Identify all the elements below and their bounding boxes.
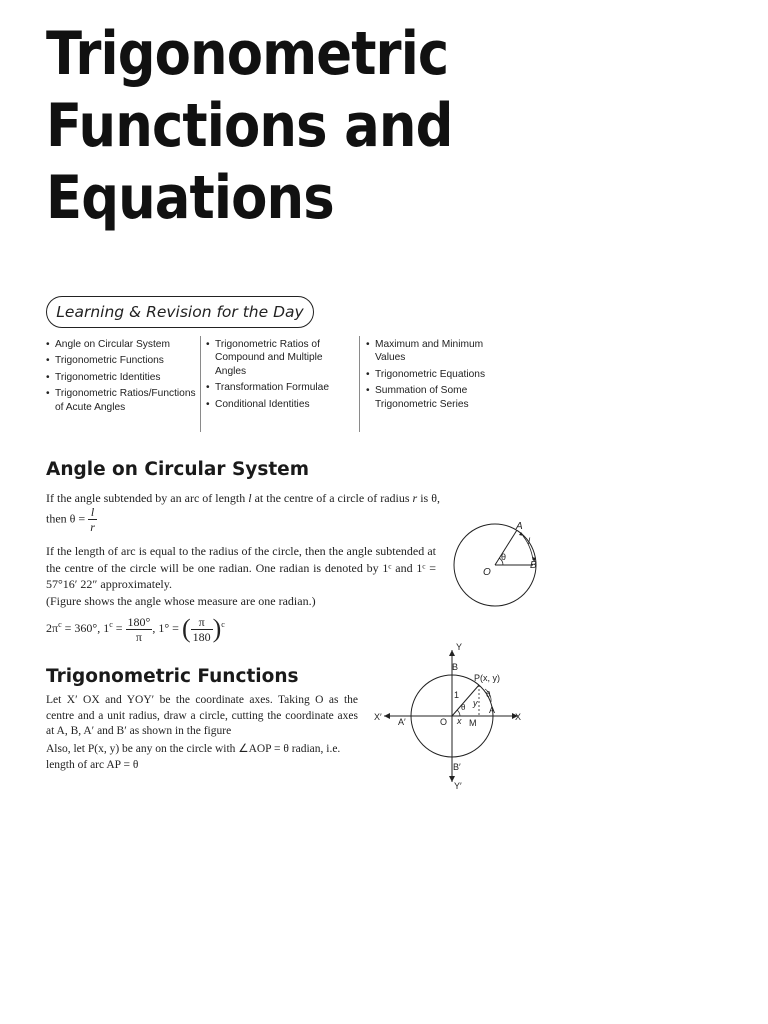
label-x-prime: X′	[374, 712, 382, 722]
label-p: P(x, y)	[474, 673, 500, 683]
right-paren: )	[212, 614, 222, 643]
topic-item: • Transformation Formulae	[206, 381, 354, 394]
topic-item: • Trigonometric Functions	[46, 354, 196, 367]
fraction	[126, 615, 153, 644]
radian-degree-formula	[46, 614, 225, 652]
label-a: A	[516, 521, 523, 532]
one-radian-figure	[446, 518, 546, 612]
arrow-up-icon	[449, 650, 455, 656]
left-paren: (	[181, 614, 191, 643]
chapter-title	[46, 18, 453, 233]
chapter-title-line: Trigonometric	[46, 19, 449, 89]
label-o: O	[440, 717, 448, 727]
label-theta: θ	[461, 703, 466, 712]
arrow-left-icon	[384, 713, 390, 719]
topic-item: • Summation of Some Trigonometric Series	[366, 384, 500, 411]
text-run: =	[112, 620, 126, 635]
theta-equals-l-over-r	[46, 505, 166, 534]
fraction-denominator: 180	[192, 629, 211, 644]
fraction	[88, 505, 97, 534]
label-o: O	[483, 567, 491, 578]
section-heading-trig-functions: Trigonometric Functions	[46, 666, 299, 687]
fraction-numerator: 180°	[127, 614, 151, 629]
label-y: Y	[456, 642, 463, 652]
text-run: c	[221, 619, 225, 629]
topic-item: • Angle on Circular System	[46, 338, 196, 351]
label-theta: θ	[501, 552, 507, 562]
label-a: A	[489, 705, 496, 715]
topic-item: • Trigonometric Ratios of Compound and Multiple Angles	[206, 338, 354, 378]
label-b: B	[452, 662, 459, 672]
topic-item: • Maximum and Minimum Values	[366, 338, 500, 365]
topic-list-column-3	[366, 338, 500, 414]
text-run: l	[248, 491, 252, 505]
fraction-denominator: r	[90, 520, 95, 534]
label-a-prime: A′	[398, 717, 406, 727]
fraction-denominator: π	[135, 629, 142, 644]
column-divider	[200, 336, 201, 432]
label-y-prime: Y′	[454, 781, 462, 791]
label-b-prime: B′	[453, 762, 461, 772]
unit-circle-figure	[372, 642, 528, 792]
topic-item: • Trigonometric Ratios/Functions of Acute Angles	[46, 387, 196, 414]
text-run: at the centre of a circle of radius	[251, 491, 413, 505]
label-l: l	[528, 536, 530, 546]
text-run: r	[412, 491, 418, 505]
section-heading-angle-circular: Angle on Circular System	[46, 459, 310, 480]
fraction-numerator: π	[191, 615, 213, 630]
fraction	[191, 615, 213, 644]
topic-item: • Conditional Identities	[206, 398, 354, 411]
chapter-title-line: Equations	[46, 163, 334, 233]
text-run: c	[58, 619, 62, 629]
text-run: 2π	[46, 620, 59, 635]
topic-list-column-1	[46, 338, 196, 417]
label-y-length: y	[473, 698, 478, 708]
label-m: M	[469, 718, 477, 728]
paragraph-figure-note: (Figure shows the angle whose measure are one radian.)	[46, 594, 316, 608]
text-run: then θ =	[46, 511, 89, 526]
label-b: B	[530, 560, 537, 571]
label-radius-1: 1	[454, 690, 460, 700]
label-theta-arc: θ	[486, 690, 491, 699]
text-run: is θ,	[417, 491, 440, 505]
text-run: c	[109, 619, 113, 629]
topic-list-column-2	[206, 338, 354, 414]
topic-item: • Trigonometric Identities	[46, 371, 196, 384]
paragraph-radian-definition: If the length of arc is equal to the radius of the circle, then the angle subtended at the centre of the circle will be one radian. One radian is denoted by 1ᶜ and 1ᶜ = 57°16′ 22″ approximately.	[46, 544, 436, 591]
text-run: = 360°, 1	[61, 620, 110, 635]
paragraph-point-p: Also, let P(x, y) be any on the circle with ∠AOP = θ radian, i.e. length of arc AP = θ	[46, 743, 341, 771]
fraction-numerator: l	[88, 505, 97, 520]
column-divider	[359, 336, 360, 432]
paragraph-coordinate-axes: Let X′ OX and YOY′ be the coordinate axes. Taking O as the centre and a unit radius, draw a circle, cutting the coordinate axes at A, B, A′ and B′ as shown in the figure	[46, 694, 358, 737]
learning-revision-label: Learning & Revision for the Day	[46, 296, 314, 328]
label-x-length: x	[457, 716, 462, 726]
chapter-title-line: Functions and	[46, 91, 453, 161]
text-run: , 1° =	[152, 620, 182, 635]
label-x: X	[515, 712, 522, 722]
topic-item: • Trigonometric Equations	[366, 368, 500, 381]
text-run: If the angle subtended by an arc of length	[46, 491, 249, 505]
